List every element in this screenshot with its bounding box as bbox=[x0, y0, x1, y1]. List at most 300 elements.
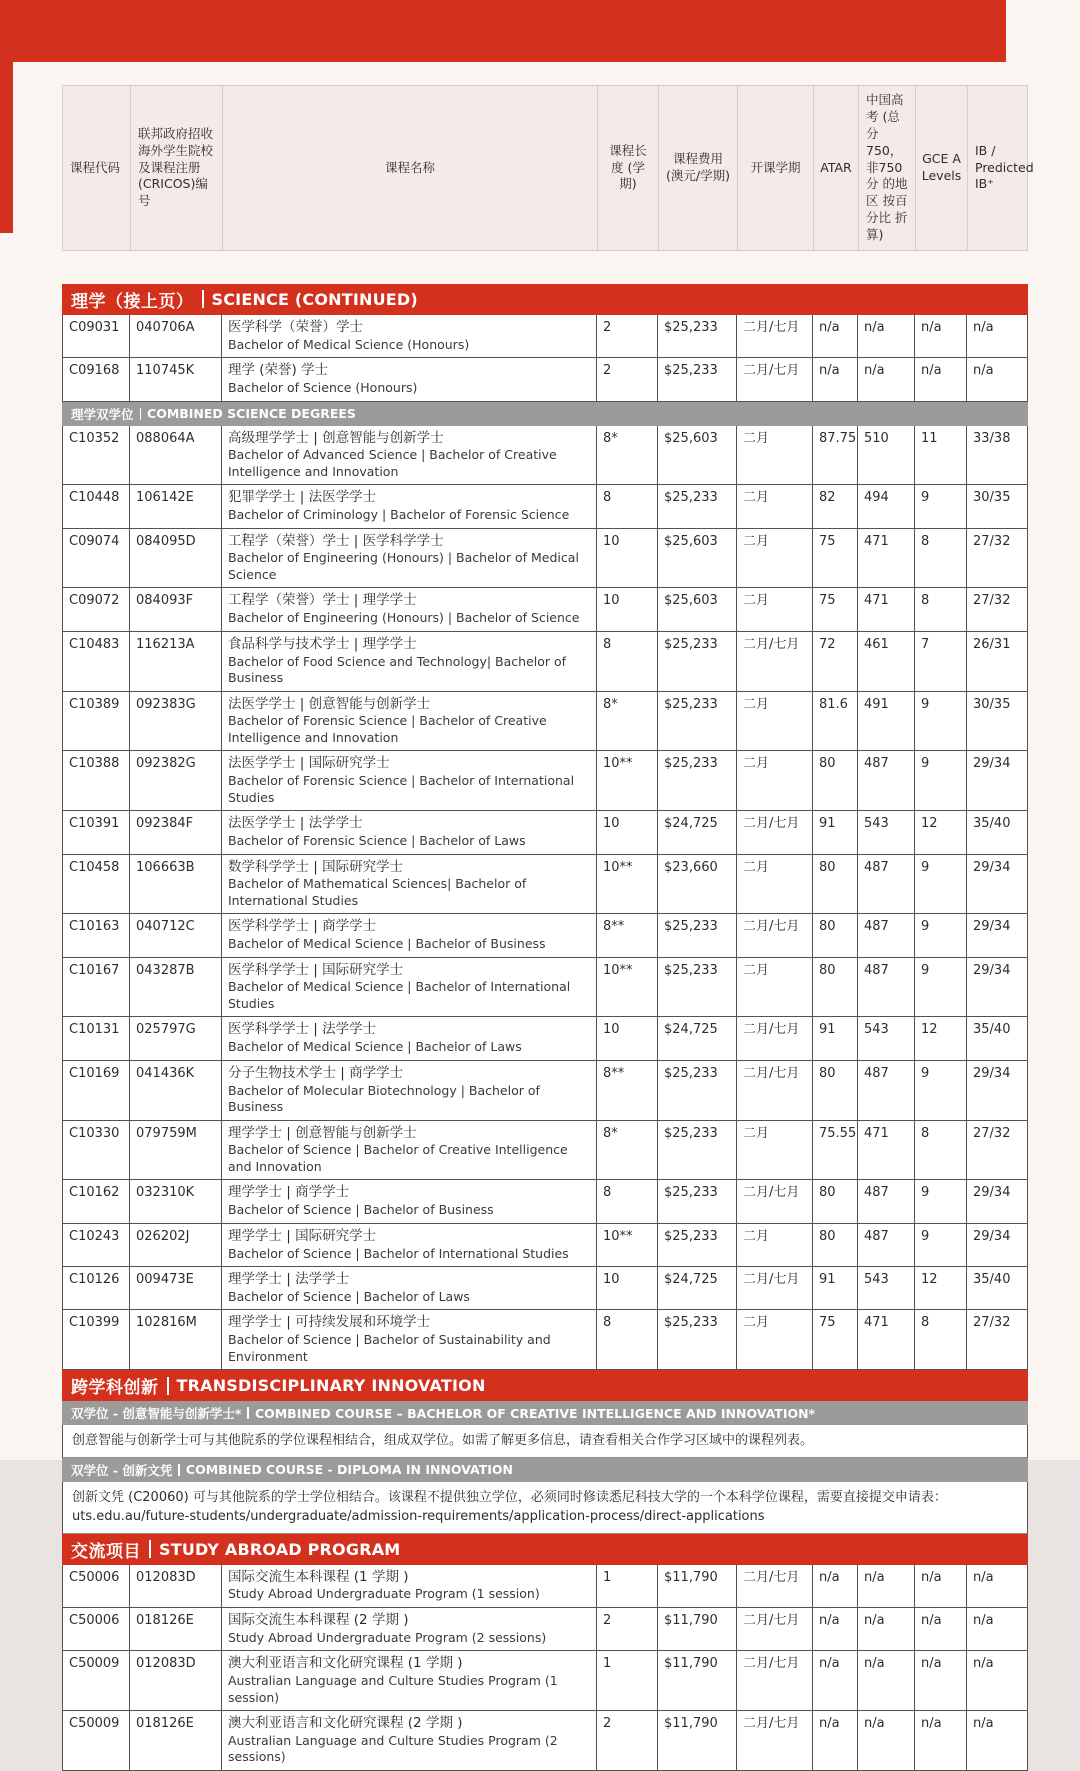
intake-cell: 二月/七月 bbox=[737, 914, 813, 956]
ib-cell: n/a bbox=[967, 1651, 1028, 1710]
course-name-en: Bachelor of Molecular Biotechnology | Bachelor of Business bbox=[228, 1082, 540, 1115]
code-cell: C50006 bbox=[62, 1608, 130, 1650]
ib-cell: n/a bbox=[967, 358, 1028, 400]
fee-cell: $25,233 bbox=[658, 958, 737, 1017]
intake-cell: 二月/七月 bbox=[737, 1711, 813, 1770]
intake-cell: 二月 bbox=[737, 1310, 813, 1369]
section-subheader-gray bbox=[62, 1401, 1028, 1425]
ib-cell: n/a bbox=[967, 315, 1028, 357]
code-cell: C10399 bbox=[62, 1310, 130, 1369]
atar-cell: n/a bbox=[813, 1608, 858, 1650]
name-cell bbox=[222, 958, 597, 1017]
length-cell: 8** bbox=[597, 914, 658, 956]
course-name-en: Bachelor of Medical Science | Bachelor of Laws bbox=[228, 1039, 522, 1055]
gce-cell: 12 bbox=[915, 811, 967, 853]
course-name-en: Bachelor of Advanced Science | Bachelor of Creative Intelligence and Innovation bbox=[228, 447, 557, 479]
ib-cell: 27/32 bbox=[967, 1121, 1028, 1180]
length-cell: 2 bbox=[597, 1608, 658, 1650]
atar-cell: 80 bbox=[813, 1224, 858, 1266]
ib-cell: 33/38 bbox=[967, 426, 1028, 485]
intake-cell: 二月/七月 bbox=[737, 1651, 813, 1710]
name-cell bbox=[222, 315, 597, 357]
section-title-en: TRANSDISCIPLINARY INNOVATION bbox=[176, 1376, 486, 1396]
name-cell bbox=[222, 1310, 597, 1369]
intake-cell: 二月 bbox=[737, 588, 813, 630]
name-cell bbox=[222, 1017, 597, 1059]
section-title-en: COMBINED COURSE - DIPLOMA IN INNOVATION bbox=[185, 1462, 513, 1478]
length-cell: 10** bbox=[597, 1224, 658, 1266]
gce-cell: 9 bbox=[915, 855, 967, 914]
intake-cell: 二月 bbox=[737, 751, 813, 810]
course-name-zh: 法医学学士 | 法学学士 bbox=[228, 815, 363, 832]
code-cell: C09074 bbox=[62, 529, 130, 588]
table-row bbox=[62, 855, 1028, 915]
name-cell bbox=[222, 1608, 597, 1650]
atar-cell: 72 bbox=[813, 632, 858, 691]
length-cell: 8* bbox=[597, 692, 658, 751]
gaokao-cell: 471 bbox=[858, 588, 915, 630]
ib-cell: 35/40 bbox=[967, 1267, 1028, 1309]
course-table bbox=[62, 85, 1034, 1771]
cricos-cell: 009473E bbox=[130, 1267, 222, 1309]
atar-cell: n/a bbox=[813, 1711, 858, 1770]
course-name-en: Study Abroad Undergraduate Program (2 sessions) bbox=[228, 1629, 547, 1645]
gce-cell: n/a bbox=[915, 1565, 967, 1607]
fee-cell: $11,790 bbox=[658, 1608, 737, 1650]
course-name-zh: 澳大利亚语言和文化研究课程 (2 学期 ) bbox=[228, 1715, 463, 1732]
length-cell: 2 bbox=[597, 1711, 658, 1770]
cricos-cell: 110745K bbox=[130, 358, 222, 400]
intake-cell: 二月/七月 bbox=[737, 1061, 813, 1120]
fee-cell: $25,603 bbox=[658, 588, 737, 630]
table-row bbox=[62, 632, 1028, 692]
length-cell: 10** bbox=[597, 958, 658, 1017]
gce-cell: 9 bbox=[915, 914, 967, 956]
header-gaokao: 中国高考 (总分750，非750分 的地区 按百分比 折算) bbox=[859, 86, 916, 250]
intake-cell: 二月/七月 bbox=[737, 1017, 813, 1059]
course-name-zh: 医学科学学士 | 商学学士 bbox=[228, 918, 377, 935]
course-name-zh: 分子生物技术学士 | 商学学士 bbox=[228, 1064, 404, 1081]
course-name-zh: 理学学士 | 创意智能与创新学士 bbox=[228, 1124, 417, 1141]
course-name-zh: 医学科学学士 | 国际研究学士 bbox=[228, 961, 404, 978]
code-cell: C10330 bbox=[62, 1121, 130, 1180]
course-name-en: Bachelor of Medical Science | Bachelor of Business bbox=[228, 936, 546, 952]
code-cell: C10483 bbox=[62, 632, 130, 691]
table-row bbox=[62, 692, 1028, 752]
course-name-en: Bachelor of Forensic Science | Bachelor of Creative Intelligence and Innovation bbox=[228, 713, 547, 745]
atar-cell: 81.6 bbox=[813, 692, 858, 751]
intake-cell: 二月/七月 bbox=[737, 1267, 813, 1309]
table-row bbox=[62, 529, 1028, 589]
length-cell: 8 bbox=[597, 1180, 658, 1222]
atar-cell: 75 bbox=[813, 529, 858, 588]
course-name-en: Bachelor of Engineering (Honours) | Bachelor of Medical Science bbox=[228, 550, 579, 582]
course-name-zh: 法医学学士 | 国际研究学士 bbox=[228, 755, 390, 772]
gce-cell: 7 bbox=[915, 632, 967, 691]
cricos-cell: 041436K bbox=[130, 1061, 222, 1120]
gce-cell: n/a bbox=[915, 1608, 967, 1650]
code-cell: C50009 bbox=[62, 1711, 130, 1770]
ib-cell: 29/34 bbox=[967, 751, 1028, 810]
code-cell: C50006 bbox=[62, 1565, 130, 1607]
gce-cell: n/a bbox=[915, 315, 967, 357]
length-cell: 10 bbox=[597, 1017, 658, 1059]
table-row bbox=[62, 1017, 1028, 1060]
course-name-en: Bachelor of Science | Bachelor of Creative Intelligence and Innovation bbox=[228, 1142, 568, 1174]
name-cell bbox=[222, 426, 597, 485]
length-cell: 8* bbox=[597, 426, 658, 485]
ib-cell: 29/34 bbox=[967, 1180, 1028, 1222]
cricos-cell: 012083D bbox=[130, 1565, 222, 1607]
section-header-red bbox=[62, 284, 1028, 315]
fee-cell: $25,233 bbox=[658, 632, 737, 691]
course-name-zh: 工程学（荣誉）学士 | 理学学士 bbox=[228, 592, 417, 609]
section-title-divider bbox=[178, 1464, 180, 1476]
cricos-cell: 025797G bbox=[130, 1017, 222, 1059]
course-name-zh: 医学科学（荣誉）学士 bbox=[228, 318, 363, 335]
name-cell bbox=[222, 914, 597, 956]
gce-cell: n/a bbox=[915, 1651, 967, 1710]
course-name-en: Bachelor of Science | Bachelor of Laws bbox=[228, 1288, 470, 1304]
gce-cell: 9 bbox=[915, 692, 967, 751]
atar-cell: 80 bbox=[813, 914, 858, 956]
code-cell: C09168 bbox=[62, 358, 130, 400]
ib-cell: n/a bbox=[967, 1565, 1028, 1607]
code-cell: C10163 bbox=[62, 914, 130, 956]
cricos-cell: 018126E bbox=[130, 1608, 222, 1650]
name-cell bbox=[222, 1061, 597, 1120]
section-title-en: COMBINED SCIENCE DEGREES bbox=[147, 406, 356, 421]
fee-cell: $25,233 bbox=[658, 485, 737, 527]
course-name-zh: 工程学（荣誉）学士 | 医学科学学士 bbox=[228, 532, 444, 549]
atar-cell: 75.55 bbox=[813, 1121, 858, 1180]
code-cell: C09072 bbox=[62, 588, 130, 630]
course-name-en: Bachelor of Science (Honours) bbox=[228, 380, 418, 395]
length-cell: 10 bbox=[597, 529, 658, 588]
atar-cell: 75 bbox=[813, 1310, 858, 1369]
code-cell: C10391 bbox=[62, 811, 130, 853]
section-title-divider bbox=[202, 290, 204, 308]
cricos-cell: 012083D bbox=[130, 1651, 222, 1710]
left-red-accent-strip bbox=[0, 0, 13, 233]
course-name-zh: 数学科学学士 | 国际研究学士 bbox=[228, 858, 404, 875]
name-cell bbox=[222, 1180, 597, 1222]
section-title-en: COMBINED COURSE – BACHELOR OF CREATIVE INTELLIGENCE AND INNOVATION* bbox=[254, 1405, 816, 1421]
cricos-cell: 084095D bbox=[130, 529, 222, 588]
name-cell bbox=[222, 632, 597, 691]
table-row bbox=[62, 1711, 1028, 1771]
atar-cell: n/a bbox=[813, 358, 858, 400]
course-name-zh: 国际交流生本科课程 (1 学期 ) bbox=[228, 1568, 409, 1585]
intake-cell: 二月/七月 bbox=[737, 358, 813, 400]
intake-cell: 二月 bbox=[737, 692, 813, 751]
ib-cell: 27/32 bbox=[967, 529, 1028, 588]
course-name-en: Bachelor of Engineering (Honours) | Bachelor of Science bbox=[228, 610, 580, 626]
course-name-zh: 医学科学学士 | 法学学士 bbox=[228, 1021, 377, 1038]
gce-cell: 9 bbox=[915, 1180, 967, 1222]
code-cell: C10131 bbox=[62, 1017, 130, 1059]
gce-cell: 9 bbox=[915, 751, 967, 810]
atar-cell: 80 bbox=[813, 1180, 858, 1222]
gaokao-cell: 471 bbox=[858, 529, 915, 588]
length-cell: 10** bbox=[597, 751, 658, 810]
gaokao-cell: 487 bbox=[858, 958, 915, 1017]
table-row bbox=[62, 315, 1028, 358]
fee-cell: $25,603 bbox=[658, 426, 737, 485]
cricos-cell: 088064A bbox=[130, 426, 222, 485]
course-name-en: Bachelor of Forensic Science | Bachelor of Laws bbox=[228, 833, 526, 848]
header-ib: IB / Predicted IB⁺ bbox=[975, 142, 1034, 192]
gaokao-cell: 471 bbox=[858, 1310, 915, 1369]
atar-cell: 80 bbox=[813, 751, 858, 810]
fee-cell: $25,233 bbox=[658, 1224, 737, 1266]
section-title-zh: 理学双学位 bbox=[71, 406, 134, 422]
table-row bbox=[62, 914, 1028, 957]
table-row bbox=[62, 485, 1028, 528]
section-title-zh: 双学位 - 创意智能与创新学士* bbox=[71, 1406, 242, 1422]
fee-cell: $25,233 bbox=[658, 1310, 737, 1369]
atar-cell: 91 bbox=[813, 1017, 858, 1059]
cricos-cell: 079759M bbox=[130, 1121, 222, 1180]
length-cell: 8 bbox=[597, 1310, 658, 1369]
course-name-en: Bachelor of Medical Science (Honours) bbox=[228, 336, 470, 352]
name-cell bbox=[222, 751, 597, 810]
cricos-cell: 106142E bbox=[130, 485, 222, 527]
length-cell: 10 bbox=[597, 811, 658, 853]
course-name-zh: 国际交流生本科课程 (2 学期 ) bbox=[228, 1611, 409, 1628]
note-line: uts.edu.au/future-students/undergraduate/admission-requirements/application-process/direct-applications bbox=[72, 1509, 765, 1525]
ib-cell: 35/40 bbox=[967, 1017, 1028, 1059]
intake-cell: 二月 bbox=[737, 529, 813, 588]
ib-cell: n/a bbox=[967, 1711, 1028, 1770]
gce-cell: n/a bbox=[915, 1711, 967, 1770]
course-name-zh: 澳大利亚语言和文化研究课程 (1 学期 ) bbox=[228, 1655, 463, 1672]
code-cell: C10243 bbox=[62, 1224, 130, 1266]
note-line: 创新文凭 (C20060) 可与其他院系的学士学位相结合。该课程不提供独立学位，必须同时修读悉尼科技大学的一个本科学位课程，需要直接提交申请表： bbox=[72, 1489, 947, 1505]
cricos-cell: 032310K bbox=[130, 1180, 222, 1222]
gce-cell: 12 bbox=[915, 1267, 967, 1309]
course-name-en: Bachelor of Mathematical Sciences| Bachelor of International Studies bbox=[228, 876, 527, 908]
course-name-zh: 理学 (荣誉) 学士 bbox=[228, 362, 329, 379]
table-row bbox=[62, 1267, 1028, 1310]
fee-cell: $25,233 bbox=[658, 358, 737, 400]
gce-cell: 12 bbox=[915, 1017, 967, 1059]
length-cell: 8* bbox=[597, 1121, 658, 1180]
name-cell bbox=[222, 1711, 597, 1770]
gaokao-cell: n/a bbox=[858, 1608, 915, 1650]
length-cell: 1 bbox=[597, 1651, 658, 1710]
section-title-divider bbox=[247, 1407, 249, 1419]
gce-cell: 11 bbox=[915, 426, 967, 485]
gaokao-cell: 494 bbox=[858, 485, 915, 527]
intake-cell: 二月/七月 bbox=[737, 811, 813, 853]
cricos-cell: 092384F bbox=[130, 811, 222, 853]
section-subheader-gray bbox=[62, 1458, 1028, 1482]
cricos-cell: 106663B bbox=[130, 855, 222, 914]
gaokao-cell: 543 bbox=[858, 1267, 915, 1309]
table-row bbox=[62, 1310, 1028, 1370]
atar-cell: n/a bbox=[813, 315, 858, 357]
intake-cell: 二月/七月 bbox=[737, 632, 813, 691]
section-title-zh: 跨学科创新 bbox=[71, 1378, 159, 1399]
course-name-zh: 高级理学学士 | 创意智能与创新学士 bbox=[228, 429, 444, 446]
table-row bbox=[62, 1061, 1028, 1121]
length-cell: 10** bbox=[597, 855, 658, 914]
gaokao-cell: 461 bbox=[858, 632, 915, 691]
cricos-cell: 084093F bbox=[130, 588, 222, 630]
fee-cell: $25,233 bbox=[658, 914, 737, 956]
table-row bbox=[62, 1608, 1028, 1651]
code-cell: C10352 bbox=[62, 426, 130, 485]
intake-cell: 二月 bbox=[737, 855, 813, 914]
course-name-en: Bachelor of Science | Bachelor of International Studies bbox=[228, 1245, 569, 1261]
header-gce-a-levels: GCE A Levels bbox=[916, 86, 968, 250]
gaokao-cell: 487 bbox=[858, 1061, 915, 1120]
gaokao-cell: n/a bbox=[858, 315, 915, 357]
code-cell: C10448 bbox=[62, 485, 130, 527]
gaokao-cell: 543 bbox=[858, 811, 915, 853]
atar-cell: 91 bbox=[813, 1267, 858, 1309]
fee-cell: $11,790 bbox=[658, 1565, 737, 1607]
atar-cell: 75 bbox=[813, 588, 858, 630]
section-title-divider bbox=[140, 408, 142, 420]
atar-cell: 80 bbox=[813, 958, 858, 1017]
gaokao-cell: 510 bbox=[858, 426, 915, 485]
table-row bbox=[62, 751, 1028, 811]
cricos-cell: 102816M bbox=[130, 1310, 222, 1369]
course-name-en: Bachelor of Science | Bachelor of Business bbox=[228, 1202, 494, 1218]
table-row bbox=[62, 1180, 1028, 1223]
course-name-en: Bachelor of Criminology | Bachelor of Forensic Science bbox=[228, 507, 570, 523]
section-title-en: STUDY ABROAD PROGRAM bbox=[159, 1539, 401, 1559]
ib-cell: 29/34 bbox=[967, 855, 1028, 914]
gaokao-cell: n/a bbox=[858, 1651, 915, 1710]
intake-cell: 二月/七月 bbox=[737, 1565, 813, 1607]
gce-cell: 9 bbox=[915, 485, 967, 527]
length-cell: 8 bbox=[597, 485, 658, 527]
intake-cell: 二月/七月 bbox=[737, 1180, 813, 1222]
gaokao-cell: n/a bbox=[858, 1711, 915, 1770]
gaokao-cell: 487 bbox=[858, 914, 915, 956]
gce-cell: 8 bbox=[915, 1121, 967, 1180]
name-cell bbox=[222, 1565, 597, 1607]
name-cell bbox=[222, 692, 597, 751]
note-line: 创意智能与创新学士可与其他院系的学位课程相结合，组成双学位。如需了解更多信息，请查看相关合作学习区域中的课程列表。 bbox=[72, 1433, 814, 1449]
fee-cell: $24,725 bbox=[658, 1267, 737, 1309]
length-cell: 2 bbox=[597, 315, 658, 357]
fee-cell: $25,233 bbox=[658, 315, 737, 357]
code-cell: C10162 bbox=[62, 1180, 130, 1222]
table-row bbox=[62, 426, 1028, 486]
gce-cell: n/a bbox=[915, 358, 967, 400]
course-name-en: Study Abroad Undergraduate Program (1 session) bbox=[228, 1586, 540, 1602]
note-row bbox=[62, 1482, 1028, 1534]
header-cricos: 联邦政府招收海外学生院校及课程注册 (CRICOS)编号 bbox=[131, 86, 223, 250]
length-cell: 10 bbox=[597, 1267, 658, 1309]
code-cell: C10169 bbox=[62, 1061, 130, 1120]
section-title-zh: 交流项目 bbox=[71, 1541, 141, 1562]
gaokao-cell: 487 bbox=[858, 855, 915, 914]
name-cell bbox=[222, 529, 597, 588]
header-intake: 开课学期 bbox=[738, 86, 814, 250]
cricos-cell: 092383G bbox=[130, 692, 222, 751]
ib-cell: n/a bbox=[967, 1608, 1028, 1650]
ib-cell: 35/40 bbox=[967, 811, 1028, 853]
course-name-en: Bachelor of Medical Science | Bachelor of International Studies bbox=[228, 979, 571, 1011]
ib-cell: 30/35 bbox=[967, 692, 1028, 751]
name-cell bbox=[222, 1224, 597, 1266]
length-cell: 2 bbox=[597, 358, 658, 400]
table-row bbox=[62, 1651, 1028, 1711]
section-title-divider bbox=[149, 1540, 151, 1558]
fee-cell: $11,790 bbox=[658, 1711, 737, 1770]
name-cell bbox=[222, 855, 597, 914]
fee-cell: $25,233 bbox=[658, 1180, 737, 1222]
fee-cell: $23,660 bbox=[658, 855, 737, 914]
course-name-en: Bachelor of Food Science and Technology| Bachelor of Business bbox=[228, 653, 567, 686]
header-atar: ATAR bbox=[814, 86, 859, 250]
section-subheader-gray bbox=[62, 402, 1028, 426]
intake-cell: 二月 bbox=[737, 1121, 813, 1180]
gce-cell: 9 bbox=[915, 958, 967, 1017]
intake-cell: 二月 bbox=[737, 958, 813, 1017]
section-title-en: SCIENCE (CONTINUED) bbox=[211, 289, 418, 309]
ib-cell: 27/32 bbox=[967, 1310, 1028, 1369]
header-course-length: 课程长度 (学期) bbox=[598, 86, 659, 250]
name-cell bbox=[222, 1267, 597, 1309]
cricos-cell: 116213A bbox=[130, 632, 222, 691]
code-cell: C10167 bbox=[62, 958, 130, 1017]
gce-cell: 8 bbox=[915, 529, 967, 588]
table-row bbox=[62, 958, 1028, 1018]
fee-cell: $25,233 bbox=[658, 751, 737, 810]
atar-cell: n/a bbox=[813, 1651, 858, 1710]
name-cell bbox=[222, 588, 597, 630]
fee-cell: $25,233 bbox=[658, 692, 737, 751]
gaokao-cell: 487 bbox=[858, 1224, 915, 1266]
table-row bbox=[62, 811, 1028, 854]
fee-cell: $25,603 bbox=[658, 529, 737, 588]
intake-cell: 二月/七月 bbox=[737, 315, 813, 357]
course-name-en: Bachelor of Forensic Science | Bachelor of International Studies bbox=[228, 773, 575, 805]
fee-cell: $24,725 bbox=[658, 811, 737, 853]
gaokao-cell: 543 bbox=[858, 1017, 915, 1059]
code-cell: C50009 bbox=[62, 1651, 130, 1710]
gce-cell: 8 bbox=[915, 588, 967, 630]
course-name-zh: 犯罪学学士 | 法医学学士 bbox=[228, 489, 377, 506]
course-name-zh: 理学学士 | 商学学士 bbox=[228, 1184, 350, 1201]
course-name-en: Australian Language and Culture Studies Program (2 sessions) bbox=[228, 1732, 558, 1765]
table-row bbox=[62, 1121, 1028, 1181]
atar-cell: 80 bbox=[813, 1061, 858, 1120]
gaokao-cell: n/a bbox=[858, 358, 915, 400]
length-cell: 8** bbox=[597, 1061, 658, 1120]
intake-cell: 二月 bbox=[737, 426, 813, 485]
note-row bbox=[62, 1425, 1028, 1458]
atar-cell: 91 bbox=[813, 811, 858, 853]
intake-cell: 二月/七月 bbox=[737, 1608, 813, 1650]
atar-cell: 87.75 bbox=[813, 426, 858, 485]
length-cell: 10 bbox=[597, 588, 658, 630]
name-cell bbox=[222, 1651, 597, 1710]
section-header-red bbox=[62, 1534, 1028, 1565]
ib-cell: 29/34 bbox=[967, 958, 1028, 1017]
code-cell: C10389 bbox=[62, 692, 130, 751]
table-row bbox=[62, 358, 1028, 401]
course-name-zh: 理学学士 | 国际研究学士 bbox=[228, 1227, 377, 1244]
gaokao-cell: 487 bbox=[858, 1180, 915, 1222]
fee-cell: $25,233 bbox=[658, 1061, 737, 1120]
